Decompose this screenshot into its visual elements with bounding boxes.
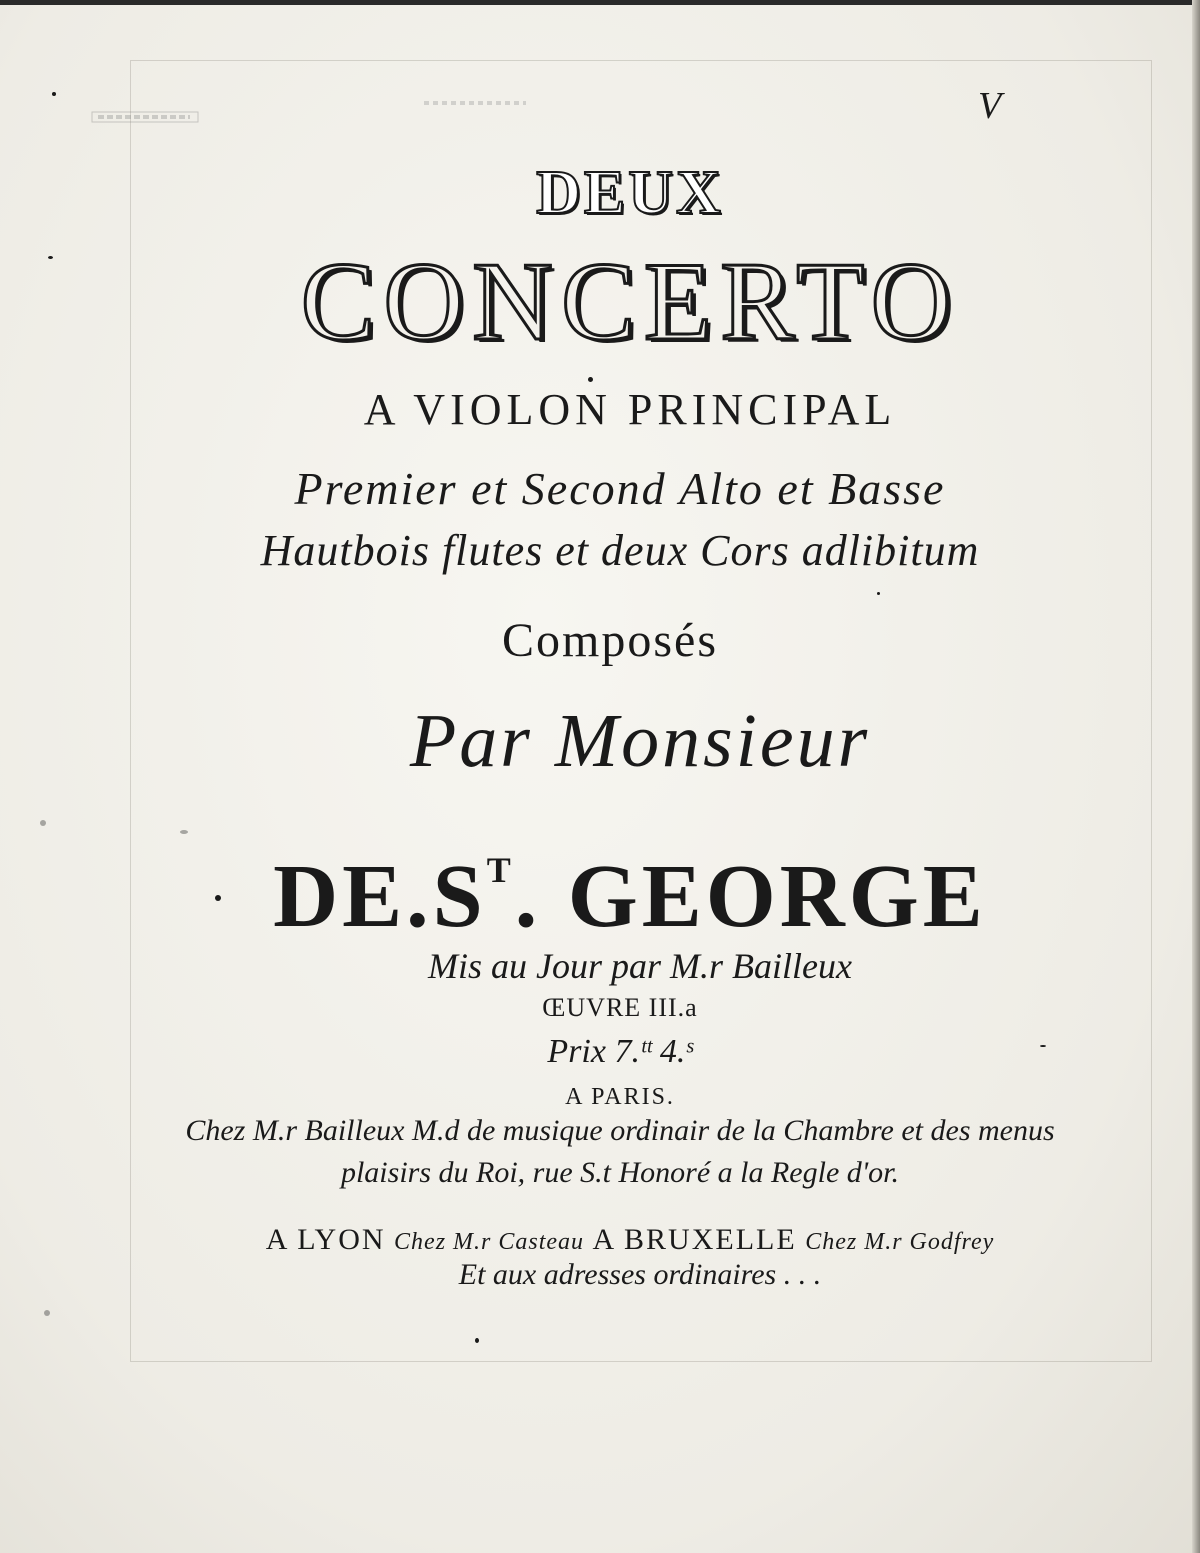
ink-speck xyxy=(48,256,53,259)
publisher-line: Mis au Jour par M.r Bailleux xyxy=(428,946,852,986)
paris-address-line-1: Chez M.r Bailleux M.d de musique ordinair de la Chambre et des menus xyxy=(185,1114,1055,1147)
ink-speck xyxy=(215,895,221,901)
page-top-edge xyxy=(0,0,1200,5)
ink-speck xyxy=(52,92,56,96)
ink-speck xyxy=(44,1310,50,1316)
title-concerto: CONCERTO xyxy=(300,240,960,364)
composer-name-part-1: DE.S xyxy=(273,847,487,946)
lyon-dealer: Chez M.r Casteau xyxy=(394,1229,585,1255)
composer-name-superscript: T xyxy=(486,850,515,890)
price: Prix 7.ᵗᵗ 4.ˢ xyxy=(547,1033,693,1070)
ink-speck xyxy=(588,377,593,382)
faded-stamp xyxy=(90,108,200,126)
other-addresses: Et aux adresses ordinaires . . . xyxy=(458,1258,822,1291)
ink-speck xyxy=(40,820,46,826)
ink-speck xyxy=(877,592,880,595)
city-lyon: A LYON xyxy=(265,1223,386,1256)
title-deux: DEUX xyxy=(536,159,724,227)
instruments-line-1: Premier et Second Alto et Basse xyxy=(294,463,946,514)
composer-name-part-2: . GEORGE xyxy=(514,847,987,946)
instruments-line-2: Hautbois flutes et deux Cors adlibitum xyxy=(260,526,980,575)
composed-label: Composés xyxy=(501,614,718,667)
bruxelle-dealer: Chez M.r Godfrey xyxy=(805,1229,995,1255)
margin-mark: V xyxy=(978,85,1002,127)
ink-speck xyxy=(180,830,188,834)
city-paris: A PARIS. xyxy=(565,1084,675,1110)
composer-name xyxy=(30,845,1200,948)
paris-address-line-2: plaisirs du Roi, rue S.t Honoré a la Regle d'or. xyxy=(340,1156,900,1189)
ink-speck xyxy=(475,1338,479,1343)
ink-speck xyxy=(1040,1045,1046,1047)
city-bruxelle: A BRUXELLE xyxy=(592,1223,797,1256)
faded-stamp xyxy=(420,96,530,110)
par-monsieur: Par Monsieur xyxy=(409,699,871,783)
opus-number: ŒUVRE III.a xyxy=(542,993,698,1022)
subtitle-violon-principal: A VIOLON PRINCIPAL xyxy=(363,385,897,434)
other-cities-line xyxy=(30,1223,1200,1257)
